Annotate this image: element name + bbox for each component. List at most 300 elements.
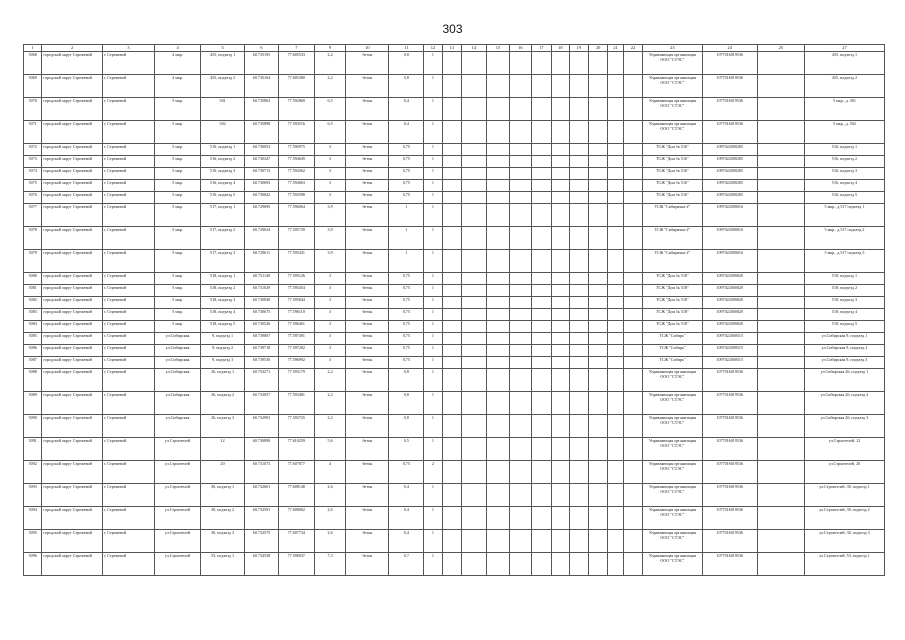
cell-c20	[588, 121, 607, 144]
cell-c27: 516, подъезд 2	[804, 156, 884, 168]
cell-c23: ТСЖ "Сибирячка-2"	[643, 250, 702, 273]
cell-c14	[462, 192, 487, 204]
cell-c20	[588, 285, 607, 297]
cell-c27: 518, подъезд 5	[804, 321, 884, 333]
cell-c19	[569, 484, 588, 507]
table-row	[24, 345, 885, 357]
cell-c21	[608, 333, 623, 345]
cell-c25	[757, 250, 804, 273]
cell-c15	[486, 461, 510, 484]
cell-c3: г. Стрежевой	[102, 530, 154, 553]
cell-c2: городской округ Стрежевой	[42, 144, 102, 156]
cell-c5: 502	[201, 121, 245, 144]
column-header: 11	[389, 45, 424, 52]
column-header: 19	[569, 45, 588, 52]
cell-c13	[442, 415, 461, 438]
cell-c11: 0,75	[389, 345, 424, 357]
cell-c9: 3	[314, 180, 346, 192]
cell-c17	[531, 333, 551, 345]
cell-c18	[552, 553, 569, 576]
cell-c13	[442, 156, 461, 168]
cell-c12: 1	[424, 250, 442, 273]
cell-c4: ул.Строителей	[155, 461, 201, 484]
cell-c6: 60.733271	[245, 369, 279, 392]
cell-c7: 77.595844	[278, 297, 314, 309]
cell-c9: 6,5	[314, 121, 346, 144]
cell-c3: г. Стрежевой	[102, 52, 154, 75]
cell-c17	[531, 168, 551, 180]
cell-c1: 5080	[24, 273, 42, 285]
cell-c20	[588, 297, 607, 309]
cell-c22	[623, 297, 642, 309]
cell-c3: г. Стрежевой	[102, 369, 154, 392]
column-header: 27	[804, 45, 884, 52]
cell-c2: городской округ Стрежевой	[42, 530, 102, 553]
cell-c25	[757, 369, 804, 392]
cell-c6: 60.730842	[245, 192, 279, 204]
cell-c1: 5089	[24, 392, 42, 415]
cell-c6: 60.730830	[245, 297, 279, 309]
cell-c2: городской округ Стрежевой	[42, 392, 102, 415]
cell-c7: 77.593179	[278, 369, 314, 392]
cell-c9: 3	[314, 144, 346, 156]
cell-c6: 60.730053	[245, 144, 279, 156]
cell-c5: 26, подъезд 2	[201, 392, 245, 415]
cell-c23: Управляющая организация ООО "СТЭС"	[643, 484, 702, 507]
cell-c3: г. Стрежевой	[102, 144, 154, 156]
cell-c15	[486, 52, 510, 75]
table-row	[24, 75, 885, 98]
cell-c16	[510, 144, 531, 156]
cell-c22	[623, 156, 642, 168]
cell-c6: 60.729695	[245, 204, 279, 227]
cell-c17	[531, 192, 551, 204]
cell-c12: 1	[424, 273, 442, 285]
cell-c10: бетон	[346, 227, 389, 250]
cell-c4: ул.Строителей	[155, 484, 201, 507]
cell-c1: 5085	[24, 333, 42, 345]
cell-c1: 5096	[24, 553, 42, 576]
cell-c17	[531, 98, 551, 121]
cell-c14	[462, 227, 487, 250]
cell-c7: 77.596110	[278, 309, 314, 321]
cell-c23: Управляющая организация ООО "СТЭС"	[643, 52, 702, 75]
cell-c1: 5072	[24, 144, 42, 156]
cell-c27: 518, подъезд 2	[804, 285, 884, 297]
cell-c27: 516, подъезд 4	[804, 180, 884, 192]
column-header: 1	[24, 45, 42, 52]
cell-c14	[462, 392, 487, 415]
cell-c27: ул.Строителей, 30, подъезд 2	[804, 507, 884, 530]
cell-c6: 60.730890	[245, 438, 279, 461]
cell-c10: бетон	[346, 98, 389, 121]
cell-c7: 77.608002	[278, 507, 314, 530]
cell-c14	[462, 345, 487, 357]
cell-c21	[608, 369, 623, 392]
column-number-row	[24, 45, 885, 52]
cell-c22	[623, 357, 642, 369]
cell-c22	[623, 121, 642, 144]
cell-c4: 5 мкр.	[155, 144, 201, 156]
cell-c24: 1097022000515	[702, 357, 757, 369]
cell-c25	[757, 309, 804, 321]
cell-c13	[442, 357, 461, 369]
cell-c17	[531, 369, 551, 392]
cell-c19	[569, 250, 588, 273]
cell-c7: 77.595431	[278, 250, 314, 273]
cell-c17	[531, 156, 551, 168]
cell-c5: 455, подъезд 1	[201, 52, 245, 75]
cell-c17	[531, 144, 551, 156]
cell-c23: Управляющая организация ООО "СТЭС"	[643, 415, 702, 438]
cell-c10: бетон	[346, 438, 389, 461]
cell-c7: 77.594649	[278, 156, 314, 168]
cell-c15	[486, 484, 510, 507]
cell-c2: городской округ Стрежевой	[42, 345, 102, 357]
cell-c6: 60.739718	[245, 345, 279, 357]
cell-c17	[531, 321, 551, 333]
cell-c9: 2,2	[314, 392, 346, 415]
table-row	[24, 192, 885, 204]
cell-c25	[757, 121, 804, 144]
cell-c12: 1	[424, 345, 442, 357]
cell-c16	[510, 75, 531, 98]
cell-c18	[552, 345, 569, 357]
cell-c18	[552, 250, 569, 273]
cell-c15	[486, 121, 510, 144]
cell-c18	[552, 369, 569, 392]
cell-c18	[552, 321, 569, 333]
cell-c19	[569, 75, 588, 98]
cell-c25	[757, 392, 804, 415]
cell-c6: 60.729611	[245, 250, 279, 273]
cell-c12: 1	[424, 156, 442, 168]
cell-c22	[623, 309, 642, 321]
cell-c21	[608, 530, 623, 553]
cell-c10: бетон	[346, 75, 389, 98]
cell-c13	[442, 484, 461, 507]
cell-c21	[608, 156, 623, 168]
cell-c13	[442, 553, 461, 576]
cell-c21	[608, 484, 623, 507]
cell-c13	[442, 204, 461, 227]
table-row	[24, 369, 885, 392]
cell-c14	[462, 250, 487, 273]
cell-c1: 5069	[24, 75, 42, 98]
cell-c11: 0,5	[389, 438, 424, 461]
cell-c13	[442, 309, 461, 321]
table-row	[24, 461, 885, 484]
cell-c16	[510, 507, 531, 530]
column-header: 6	[245, 45, 279, 52]
cell-c5: 518, подъезд 2	[201, 285, 245, 297]
cell-c12: 2	[424, 461, 442, 484]
cell-c12: 1	[424, 369, 442, 392]
cell-c5: 30, подъезд 3	[201, 530, 245, 553]
cell-c25	[757, 204, 804, 227]
cell-c22	[623, 285, 642, 297]
cell-c27: ул.Сибирская 9, подъезд 3	[804, 357, 884, 369]
cell-c20	[588, 250, 607, 273]
cell-c16	[510, 192, 531, 204]
table-row	[24, 204, 885, 227]
cell-c23: ТСЖ "Дом № 518"	[643, 309, 702, 321]
cell-c9: 3	[314, 357, 346, 369]
cell-c19	[569, 52, 588, 75]
cell-c9: 3	[314, 345, 346, 357]
cell-c7: 77.593725	[278, 415, 314, 438]
cell-c27: 518, подъезд 1	[804, 273, 884, 285]
cell-c15	[486, 553, 510, 576]
cell-c16	[510, 180, 531, 192]
cell-c1: 5071	[24, 121, 42, 144]
cell-c24: 1077016019536	[702, 75, 757, 98]
cell-c2: городской округ Стрежевой	[42, 75, 102, 98]
cell-c12: 1	[424, 484, 442, 507]
cell-c9: 3,9	[314, 204, 346, 227]
cell-c19	[569, 357, 588, 369]
cell-c11: 0,75	[389, 180, 424, 192]
cell-c18	[552, 392, 569, 415]
cell-c14	[462, 168, 487, 180]
cell-c25	[757, 273, 804, 285]
cell-c2: городской округ Стрежевой	[42, 297, 102, 309]
cell-c10: бетон	[346, 250, 389, 273]
cell-c5: 9, подъезд 1	[201, 333, 245, 345]
cell-c14	[462, 530, 487, 553]
cell-c2: городской округ Стрежевой	[42, 553, 102, 576]
cell-c2: городской округ Стрежевой	[42, 507, 102, 530]
cell-c14	[462, 415, 487, 438]
cell-c18	[552, 438, 569, 461]
cell-c25	[757, 461, 804, 484]
cell-c15	[486, 250, 510, 273]
cell-c22	[623, 461, 642, 484]
cell-c24: 1077016019536	[702, 52, 757, 75]
cell-c19	[569, 121, 588, 144]
cell-c21	[608, 227, 623, 250]
cell-c9: 3	[314, 321, 346, 333]
cell-c15	[486, 297, 510, 309]
cell-c25	[757, 333, 804, 345]
cell-c7: 77.596992	[278, 357, 314, 369]
cell-c23: Управляющая организация ООО "СТЭС"	[643, 438, 702, 461]
cell-c9: 2,2	[314, 52, 346, 75]
cell-c27: ул.Сибирская 26, подъезд 1	[804, 369, 884, 392]
cell-c5: 53, подъезд 1	[201, 553, 245, 576]
cell-c22	[623, 415, 642, 438]
cell-c13	[442, 461, 461, 484]
cell-c11: 0,8	[389, 415, 424, 438]
cell-c7: 77.594063	[278, 180, 314, 192]
cell-c3: г. Стрежевой	[102, 98, 154, 121]
cell-c1: 5079	[24, 250, 42, 273]
cell-c11: 0,75	[389, 297, 424, 309]
cell-c23: Управляющая организация ООО "СТЭС"	[643, 507, 702, 530]
cell-c2: городской округ Стрежевой	[42, 204, 102, 227]
cell-c25	[757, 415, 804, 438]
cell-c15	[486, 180, 510, 192]
cell-c18	[552, 121, 569, 144]
cell-c12: 1	[424, 392, 442, 415]
table-row	[24, 168, 885, 180]
cell-c4: 5 мкр.	[155, 273, 201, 285]
cell-c5: 517, подъезд 1	[201, 204, 245, 227]
cell-c24: 1077016019536	[702, 507, 757, 530]
cell-c16	[510, 250, 531, 273]
cell-c9: 3	[314, 333, 346, 345]
table-body	[24, 52, 885, 576]
cell-c10: бетон	[346, 144, 389, 156]
cell-c3: г. Стрежевой	[102, 75, 154, 98]
cell-c10: бетон	[346, 156, 389, 168]
table-row	[24, 553, 885, 576]
cell-c11: 1	[389, 250, 424, 273]
cell-c24: 1077016019536	[702, 553, 757, 576]
cell-c7: 77.596461	[278, 321, 314, 333]
cell-c23: Управляющая организация ООО "СТЭС"	[643, 121, 702, 144]
cell-c18	[552, 204, 569, 227]
cell-c24: 1097022000020	[702, 309, 757, 321]
cell-c19	[569, 168, 588, 180]
cell-c14	[462, 204, 487, 227]
cell-c14	[462, 309, 487, 321]
cell-c20	[588, 321, 607, 333]
cell-c20	[588, 75, 607, 98]
cell-c20	[588, 156, 607, 168]
cell-c11: 0,8	[389, 52, 424, 75]
cell-c12: 1	[424, 333, 442, 345]
cell-c25	[757, 321, 804, 333]
cell-c21	[608, 273, 623, 285]
cell-c18	[552, 75, 569, 98]
cell-c16	[510, 52, 531, 75]
cell-c21	[608, 321, 623, 333]
column-header: 7	[278, 45, 314, 52]
cell-c5: 20	[201, 461, 245, 484]
cell-c25	[757, 530, 804, 553]
cell-c19	[569, 553, 588, 576]
cell-c7: 77.596064	[278, 204, 314, 227]
cell-c5: 12	[201, 438, 245, 461]
cell-c9: 2,2	[314, 415, 346, 438]
cell-c19	[569, 204, 588, 227]
cell-c15	[486, 345, 510, 357]
cell-c12: 1	[424, 285, 442, 297]
cell-c11: 0,75	[389, 144, 424, 156]
cell-c6: 60.732903	[245, 415, 279, 438]
cell-c21	[608, 553, 623, 576]
cell-c4: 5 мкр.	[155, 204, 201, 227]
cell-c4: ул.Сибирская	[155, 333, 201, 345]
cell-c19	[569, 273, 588, 285]
cell-c4: 4 мкр.	[155, 52, 201, 75]
cell-c14	[462, 438, 487, 461]
cell-c3: г. Стрежевой	[102, 357, 154, 369]
cell-c22	[623, 98, 642, 121]
cell-c7: 77.593598	[278, 192, 314, 204]
cell-c5: 516, подъезд 1	[201, 144, 245, 156]
cell-c27: 5 мкр., д.517 подъезд 3	[804, 250, 884, 273]
cell-c21	[608, 204, 623, 227]
cell-c11: 0,4	[389, 121, 424, 144]
cell-c11: 0,4	[389, 98, 424, 121]
cell-c3: г. Стрежевой	[102, 156, 154, 168]
cell-c24: 1077016019536	[702, 98, 757, 121]
cell-c17	[531, 180, 551, 192]
cell-c13	[442, 144, 461, 156]
cell-c10: бетон	[346, 121, 389, 144]
cell-c10: бетон	[346, 530, 389, 553]
cell-c16	[510, 297, 531, 309]
cell-c4: ул.Сибирская	[155, 392, 201, 415]
cell-c20	[588, 52, 607, 75]
cell-c21	[608, 345, 623, 357]
cell-c1: 5087	[24, 357, 42, 369]
cell-c5: 455, подъезд 2	[201, 75, 245, 98]
cell-c23: ТСЖ "Дом № 518"	[643, 273, 702, 285]
cell-c9: 3	[314, 168, 346, 180]
cell-c17	[531, 461, 551, 484]
column-header: 25	[757, 45, 804, 52]
cell-c25	[757, 192, 804, 204]
cell-c10: бетон	[346, 461, 389, 484]
cell-c10: бетон	[346, 204, 389, 227]
cell-c27: 5 мкр., д.517 подъезд 1	[804, 204, 884, 227]
cell-c27: ул.Строителей, 12	[804, 438, 884, 461]
cell-c4: 5 мкр.	[155, 309, 201, 321]
cell-c7: 77.597491	[278, 333, 314, 345]
cell-c19	[569, 392, 588, 415]
registry-table	[23, 44, 885, 576]
cell-c11: 0,75	[389, 309, 424, 321]
cell-c11: 0,7	[389, 553, 424, 576]
cell-c14	[462, 156, 487, 168]
table-row	[24, 297, 885, 309]
cell-c17	[531, 357, 551, 369]
cell-c18	[552, 530, 569, 553]
cell-c2: городской округ Стрежевой	[42, 227, 102, 250]
cell-c2: городской округ Стрежевой	[42, 415, 102, 438]
cell-c5: 9, подъезд 3	[201, 357, 245, 369]
cell-c14	[462, 52, 487, 75]
cell-c12: 1	[424, 438, 442, 461]
cell-c20	[588, 553, 607, 576]
cell-c18	[552, 227, 569, 250]
cell-c22	[623, 180, 642, 192]
cell-c3: г. Стрежевой	[102, 484, 154, 507]
cell-c25	[757, 180, 804, 192]
cell-c24: 1077016019536	[702, 121, 757, 144]
cell-c2: городской округ Стрежевой	[42, 369, 102, 392]
table-row	[24, 333, 885, 345]
cell-c3: г. Стрежевой	[102, 415, 154, 438]
cell-c15	[486, 156, 510, 168]
table-row	[24, 121, 885, 144]
cell-c7: 77.595454	[278, 285, 314, 297]
cell-c22	[623, 438, 642, 461]
cell-c22	[623, 553, 642, 576]
cell-c19	[569, 321, 588, 333]
cell-c17	[531, 553, 551, 576]
cell-c13	[442, 333, 461, 345]
cell-c18	[552, 273, 569, 285]
cell-c9: 4	[314, 461, 346, 484]
cell-c4: ул.Строителей	[155, 553, 201, 576]
cell-c2: городской округ Стрежевой	[42, 461, 102, 484]
cell-c25	[757, 507, 804, 530]
cell-c23: Управляющая организация ООО "СТЭС"	[643, 392, 702, 415]
